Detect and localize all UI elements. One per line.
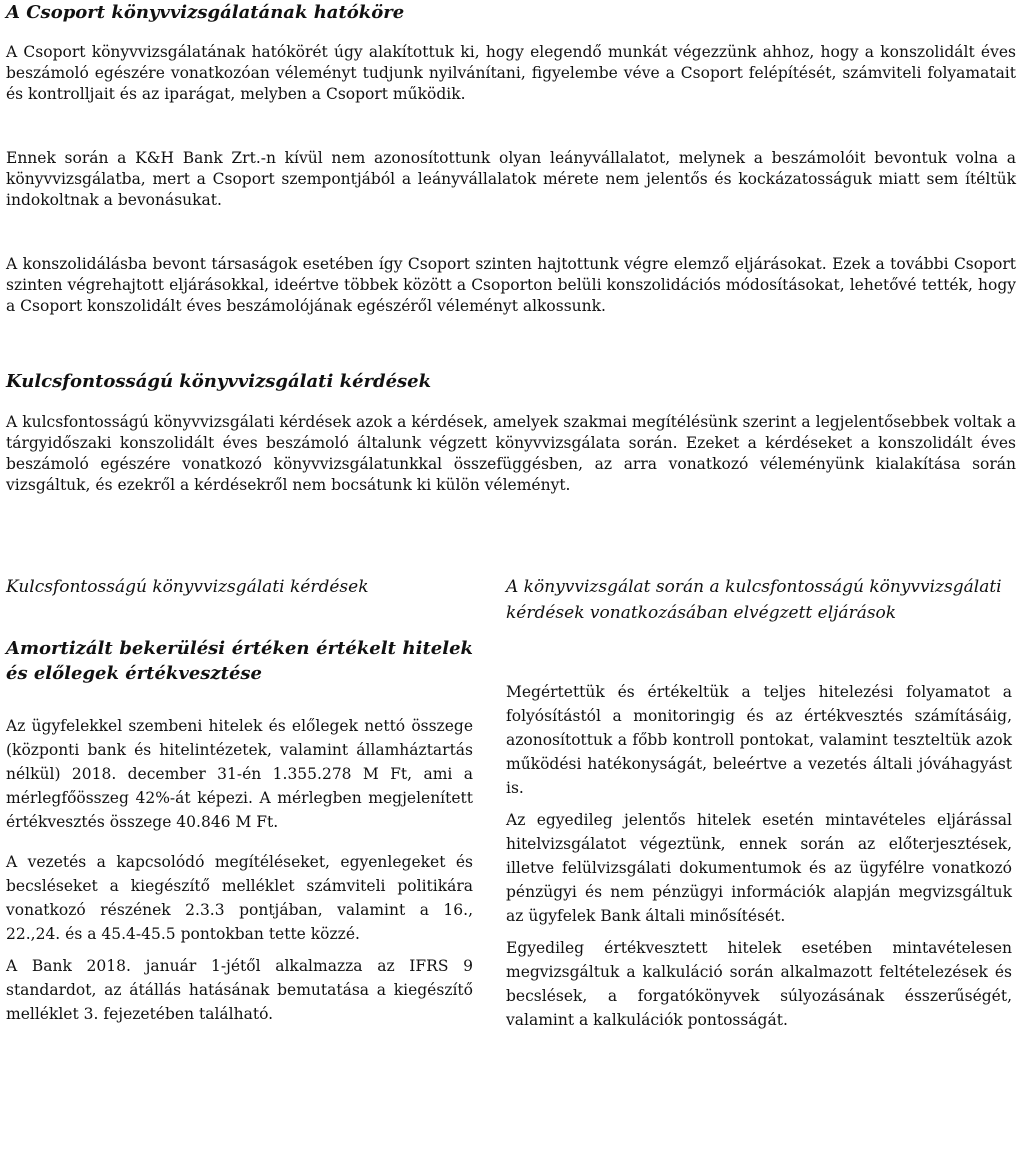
audit-procedures-column <box>506 574 1012 1032</box>
procedure-paragraph-1: Megértettük és értékeltük a teljes hitelezési folyamatot a folyósítástól a monitoringig és az értékvesztés számításáig, azonosítottuk a főbb kontroll pontokat, valamint teszteltük azok működési hatékonyságát, beleértve a vezetés általi jóváhagyást is. <box>506 683 1012 797</box>
right-column-header: A könyvvizsgálat során a kulcsfontosságú könyvvizsgálati kérdések vonatkozásában elvégzett eljárások <box>506 577 1002 623</box>
key-audit-matters-paragraph: A kulcsfontosságú könyvvizsgálati kérdések azok a kérdések, amelyek szakmai megítélésünk szerint a legjelentősebbek voltak a tárgyidőszaki konszolidált éves beszámoló általunk végzett könyvvizsgálata során. Ezeket a kérdéseket a konszolidált éves beszámoló egészére vonatkozó könyvvizsgálatunkkal összefüggésben, az arra vonatkozó véleményünk kialakítása során vizsgáltuk, és ezekről a kérdésekről nem bocsátunk ki külön véleményt. <box>6 413 1016 494</box>
left-column-header: Kulcsfontosságú könyvvizsgálati kérdések <box>6 577 369 597</box>
key-matter-paragraph-1: Az ügyfelekkel szembeni hitelek és előlegek nettó összege (központi bank és hitelintézetek, valamint államháztartás nélkül) 2018. december 31-én 1.355.278 M Ft, ami a mérlegfőösszeg 42%-át képezi. A mérlegben megjelenített értékvesztés összege 40.846 M Ft. <box>6 717 473 831</box>
key-matter-title: Amortizált bekerülési értéken értékelt hitelek és előlegek értékvesztése <box>6 638 473 684</box>
section-heading-scope: A Csoport könyvvizsgálatának hatóköre <box>6 2 405 23</box>
scope-paragraph-1: A Csoport könyvvizsgálatának hatókörét úgy alakítottuk ki, hogy elegendő munkát végezzünk ahhoz, hogy a konszolidált éves beszámoló egészére vonatkozóan véleményt tudjunk nyilvánítani, figyelembe véve a Csoport felépítését, számviteli folyamatait és kontrolljait és az iparágat, melyben a Csoport működik. <box>6 43 1016 103</box>
scope-paragraph-3: A konszolidálásba bevont társaságok esetében így Csoport szinten hajtottunk végre elemző eljárásokat. Ezek a további Csoport szinten végrehajtott eljárásokkal, ideértve többek között a Csoporton belüli konszolidációs módosításokat, lehetővé tették, hogy a Csoport konszolidált éves beszámolójának egészéről véleményt alkossunk. <box>6 255 1016 315</box>
procedure-paragraph-2: Az egyedileg jelentős hitelek esetén mintavételes eljárással hitelvizsgálatot végeztünk, ennek során az előterjesztések, illetve felülvizsgálati dokumentumok és az ügyfélre vonatkozó pénzügyi és nem pénzügyi információk alapján megvizsgáltuk az ügyfelek Bank általi minősítését. <box>506 811 1012 925</box>
key-matter-paragraph-3: A Bank 2018. január 1-jétől alkalmazza az IFRS 9 standardot, az átállás hatásának bemutatása a kiegészítő melléklet 3. fejezetében található. <box>6 957 473 1023</box>
section-heading-key-audit-matters: Kulcsfontosságú könyvvizsgálati kérdések <box>6 371 432 392</box>
procedure-paragraph-3: Egyedileg értékvesztett hitelek esetében mintavételesen megvizsgáltuk a kalkuláció során alkalmazott feltételezések és becslések, a forgatókönyvek súlyozásának ésszerűségét, valamint a kalkulációk pontosságát. <box>506 939 1012 1029</box>
key-matters-column <box>6 574 473 1026</box>
scope-paragraph-2: Ennek során a K&H Bank Zrt.-n kívül nem azonosítottunk olyan leányvállalatot, melynek a beszámolóit bevontuk volna a könyvvizsgálatba, mert a Csoport szempontjából a leányvállalatok mérete nem jelentős és kockázatosságuk miatt sem ítéltük indokoltnak a bevonásukat. <box>6 149 1016 209</box>
key-matter-paragraph-2: A vezetés a kapcsolódó megítéléseket, egyenlegeket és becsléseket a kiegészítő melléklet számviteli politikára vonatkozó részének 2.3.3 pontjában, valamint a 16., 22.,24. és a 45.4-45.5 pontokban tette közzé. <box>6 853 473 943</box>
